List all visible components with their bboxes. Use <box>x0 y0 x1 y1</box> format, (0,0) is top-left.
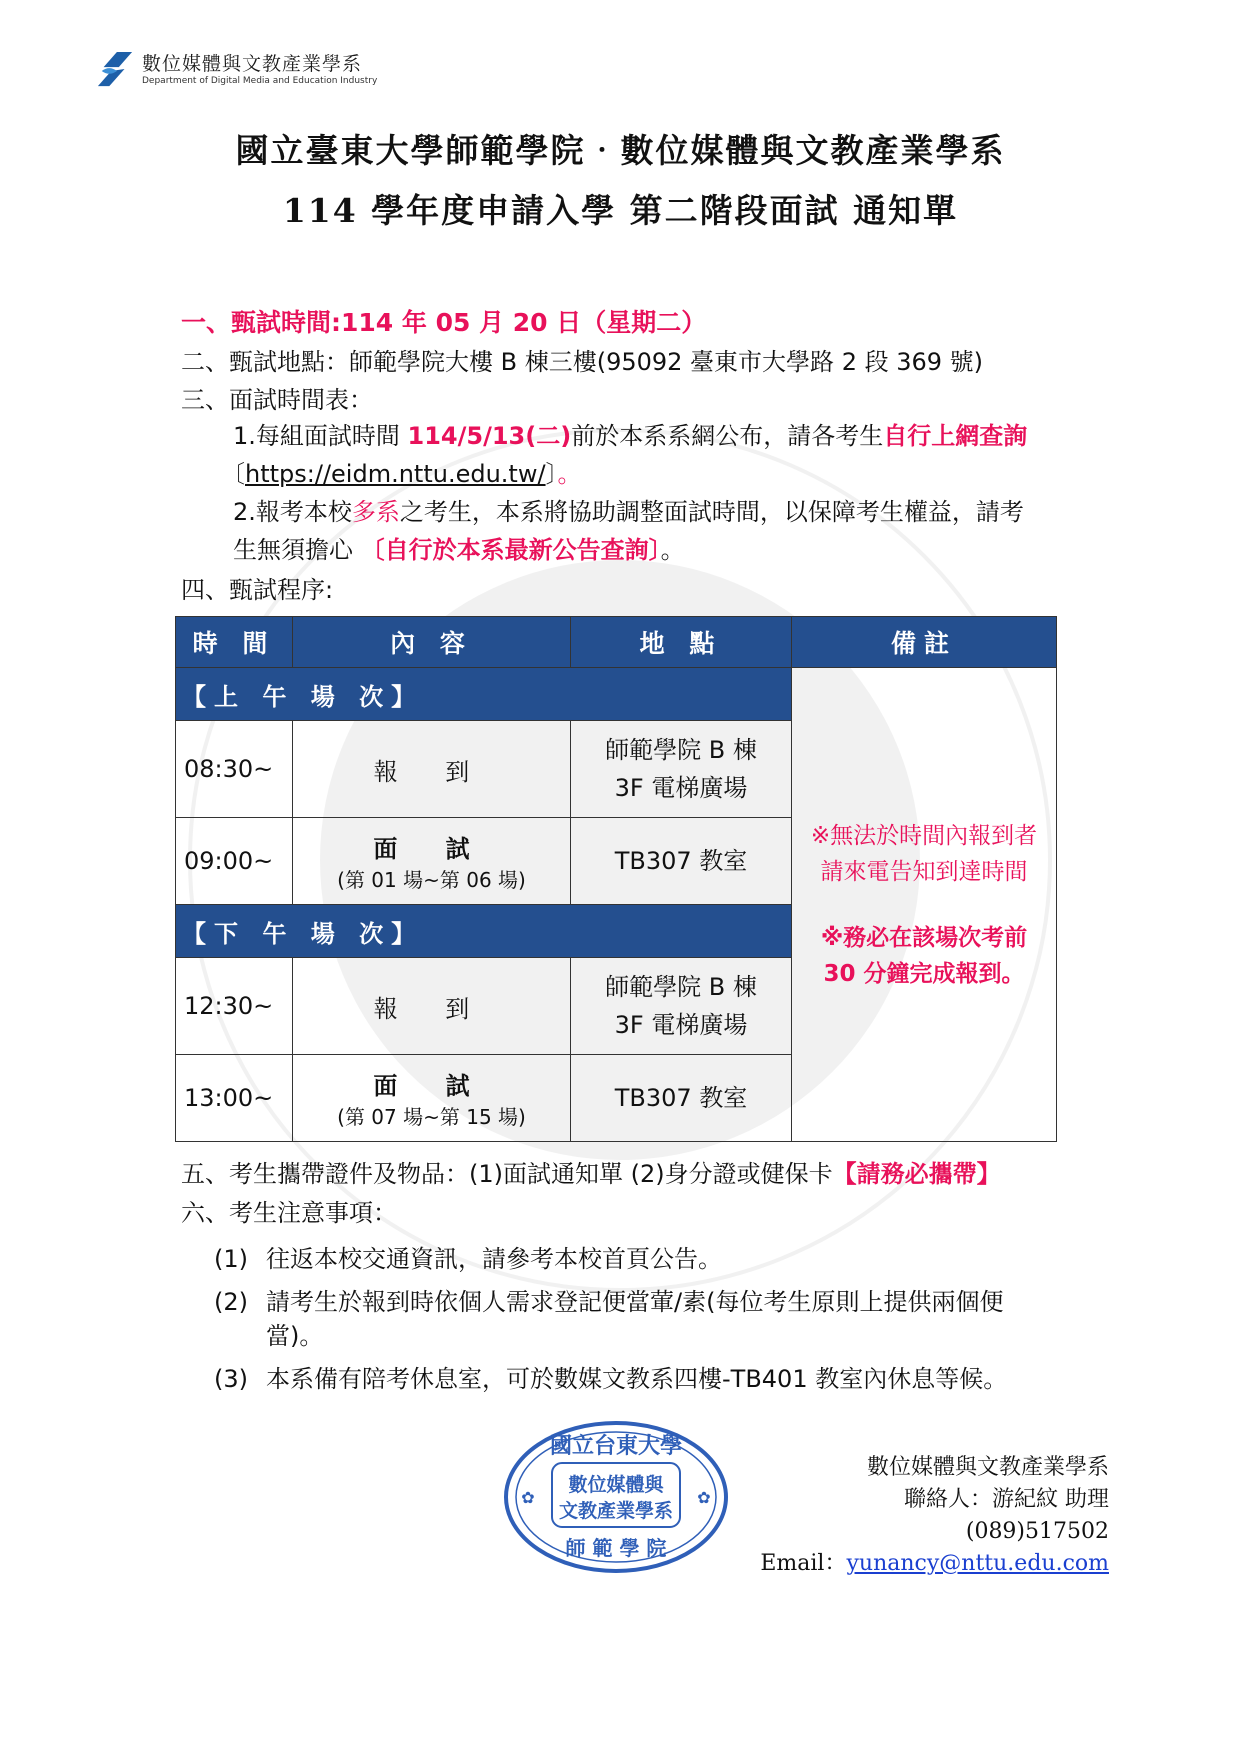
procedure-heading: 四、甄試程序: <box>181 576 334 604</box>
afternoon-session-label: 【下 午 場 次】 <box>176 905 792 958</box>
morning-session-row <box>176 668 1057 721</box>
place-line1: 師範學院 B 棟 <box>605 973 757 1001</box>
seal-outer-text: 國立台東大學 <box>549 1433 683 1459</box>
seal-inner-text-2: 文教產業學系 <box>558 1500 674 1522</box>
remark-bold-1: ※務必在該場次考前 <box>820 924 1028 951</box>
seal-inner-text-1: 數位媒體與 <box>568 1474 664 1496</box>
time-cell: 08:30~ <box>176 721 293 818</box>
place-line1: 師範學院 B 棟 <box>605 736 757 764</box>
contact-phone: (089)517502 <box>965 1519 1109 1544</box>
seal-bottom-text: 師 範 學 院 <box>565 1536 667 1560</box>
schedule-note-1-date: 114/5/13(二) <box>407 422 572 450</box>
contact-email-line <box>760 1548 1109 1580</box>
schedule-note-2b-highlight: 〔自行於本系最新公告查詢〕 <box>360 536 661 564</box>
content-cell <box>293 818 571 905</box>
period: 。 <box>660 536 685 564</box>
time-cell: 09:00~ <box>176 818 293 905</box>
logo-dept-name-en: Department of Digital Media and Education Industry <box>142 76 378 86</box>
list-item-number: (2) <box>214 1288 248 1316</box>
place-line2: 3F 電梯廣場 <box>614 774 748 802</box>
logo-dept-name-zh: 數位媒體與文教產業學系 <box>142 53 363 75</box>
schedule-note-2 <box>233 496 1024 528</box>
remark-line-1: ※無法於時間內報到者 <box>810 822 1038 849</box>
exam-date: 一、甄試時間:114 年 05 月 20 日（星期二） <box>181 308 707 337</box>
required-documents-highlight: 【請務必攜帶】 <box>832 1160 1001 1188</box>
schedule-note-2b-prefix: 生無須擔心 <box>233 536 361 564</box>
contact-email-link[interactable]: yunancy@nttu.edu.com <box>846 1551 1109 1576</box>
time-cell: 13:00~ <box>176 1055 293 1142</box>
morning-session-label: 【上 午 場 次】 <box>176 668 792 721</box>
header-content: 內 容 <box>293 617 571 668</box>
page-title-line1: 國立臺東大學師範學院‧數位媒體與文教產業學系 <box>235 131 1006 170</box>
department-logo <box>96 50 377 90</box>
content-text: 報 到 <box>373 757 490 786</box>
content-cell <box>293 1055 571 1142</box>
content-text: 面 試 <box>373 1072 490 1100</box>
list-item-number: (1) <box>214 1245 248 1273</box>
place-cell: TB307 教室 <box>571 1055 792 1142</box>
time-cell: 12:30~ <box>176 958 293 1055</box>
required-documents-text: 五、考生攜帶證件及物品：(1)面試通知單 (2)身分證或健保卡 <box>181 1160 833 1188</box>
schedule-note-1-mid: 前於本系系網公布，請各考生 <box>571 422 884 450</box>
list-item <box>214 1286 1003 1318</box>
content-cell <box>293 721 571 818</box>
contact-email-label: Email： <box>760 1551 847 1576</box>
place-line2: 3F 電梯廣場 <box>614 1011 748 1039</box>
schedule-note-1 <box>233 420 1027 452</box>
header-time: 時 間 <box>176 617 293 668</box>
remarks-cell <box>792 668 1057 1142</box>
schedule-note-2-prefix: 2.報考本校 <box>233 498 352 526</box>
content-text: 面 試 <box>373 835 490 863</box>
bracket-open: 〔 <box>221 460 245 488</box>
flower-icon: ✿ <box>697 1488 711 1507</box>
bracket-close: 〕 <box>545 460 558 488</box>
contact-dept: 數位媒體與文教產業學系 <box>866 1455 1109 1480</box>
period: 。 <box>557 460 582 488</box>
department-logo-icon <box>96 50 134 90</box>
schedule-note-1-url-line <box>221 458 582 490</box>
department-website-link[interactable]: https://eidm.nttu.edu.tw/ <box>245 460 546 488</box>
schedule-note-1-highlight: 自行上網查詢 <box>883 422 1028 450</box>
content-subtext: (第 01 場~第 06 場) <box>337 868 526 892</box>
flower-icon: ✿ <box>521 1488 535 1507</box>
list-item-text: 本系備有陪考休息室，可於數媒文教系四樓-TB401 教室內休息等候。 <box>266 1365 1008 1393</box>
list-item-continuation: 當)。 <box>266 1322 324 1350</box>
list-item-text: 請考生於報到時依個人需求登記便當葷/素(每位考生原則上提供兩個便 <box>266 1288 1004 1316</box>
contact-person: 聯絡人：游紀紋 助理 <box>904 1487 1109 1512</box>
content-subtext: (第 07 場~第 15 場) <box>337 1105 526 1129</box>
schedule-note-1-prefix: 1.每組面試時間 <box>233 422 408 450</box>
header-note: 備註 <box>792 617 1057 668</box>
table-header-row <box>176 617 1057 668</box>
place-cell <box>571 721 792 818</box>
department-seal-stamp <box>500 1415 732 1575</box>
list-item-number: (3) <box>214 1365 248 1393</box>
page-title-line2: 114 學年度申請入學 第二階段面試 通知單 <box>282 191 959 230</box>
schedule-note-2-rest: 之考生，本系將協助調整面試時間，以保障考生權益，請考 <box>399 498 1024 526</box>
remark-bold-2: 30 分鐘完成報到。 <box>823 960 1025 987</box>
schedule-note-2-line2 <box>233 534 685 566</box>
required-documents <box>181 1158 1001 1190</box>
header-place: 地 點 <box>571 617 792 668</box>
schedule-note-2-highlight: 多系 <box>351 498 400 526</box>
content-text: 報 到 <box>373 994 490 1023</box>
notes-heading: 六、考生注意事項： <box>181 1199 397 1227</box>
list-item <box>214 1363 1007 1395</box>
schedule-table <box>175 616 1057 1142</box>
schedule-heading: 三、面試時間表： <box>181 386 373 414</box>
content-cell <box>293 958 571 1055</box>
place-cell <box>571 958 792 1055</box>
exam-location: 二、甄試地點：師範學院大樓 B 棟三樓(95092 臺東市大學路 2 段 369 號) <box>181 348 984 376</box>
contact-block <box>760 1452 1109 1580</box>
remark-line-2: 請來電告知到達時間 <box>820 858 1028 885</box>
list-item <box>214 1243 722 1275</box>
place-cell: TB307 教室 <box>571 818 792 905</box>
list-item-text: 往返本校交通資訊，請參考本校首頁公告。 <box>266 1245 722 1273</box>
